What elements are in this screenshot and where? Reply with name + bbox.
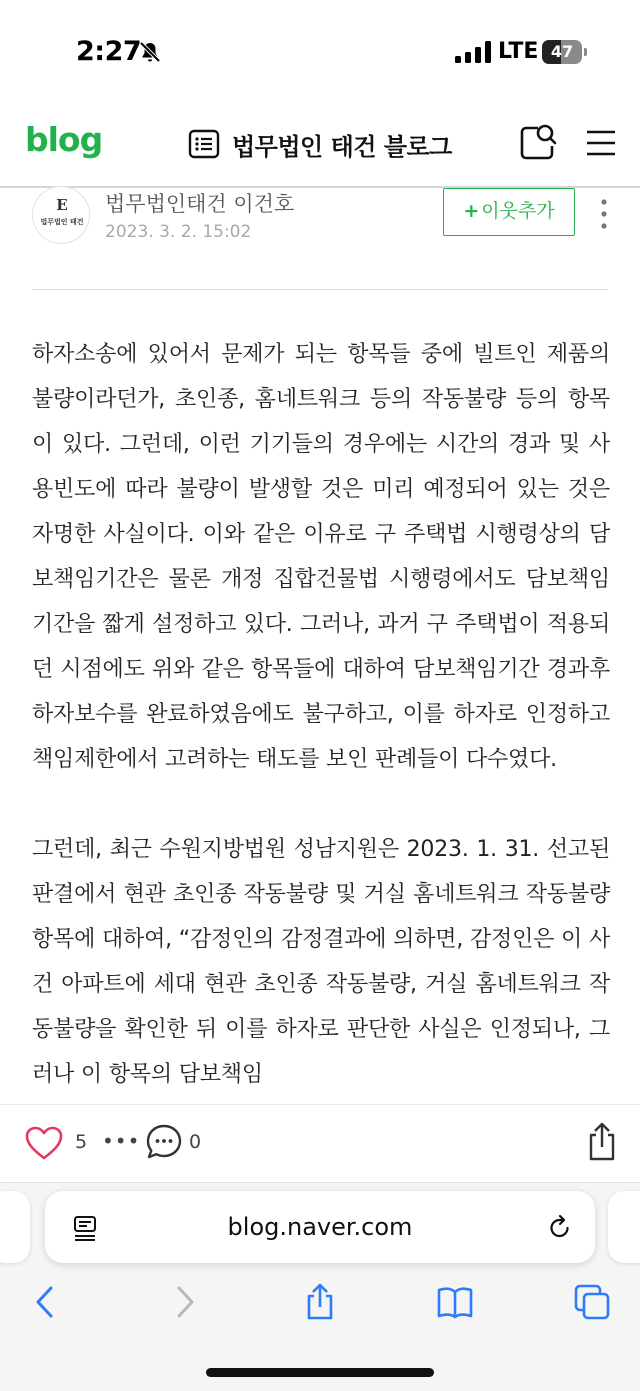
post-list-icon[interactable] xyxy=(188,128,220,160)
browser-toolbar xyxy=(0,1182,640,1391)
blog-logo[interactable]: blog xyxy=(25,120,103,159)
bookmarks-icon[interactable] xyxy=(436,1283,474,1321)
post-body xyxy=(32,332,610,1104)
post-paragraph-2: 그런데, 최근 수원지방법원 성남지원은 2023. 1. 31. 선고된 판결에서 현관 초인종 작동불량 및 거실 홈네트워크 작동불량 항목에 대하여, “감정인의 감정결과에 의하면, 감정인은 이 사건 아파트에 세대 현관 초인종 작동불량, 거실 홈네트워크 작동불량을 확인한 뒤 이를 하자로 판단한 사실은 인정되나, 그러나 이 항목의 담보책임 xyxy=(32,837,610,1087)
comment-icon[interactable] xyxy=(145,1123,183,1161)
author-name[interactable]: 법무법인태건 이건호 xyxy=(105,192,295,216)
avatar-logo-text: 법무법인 태건 xyxy=(40,218,84,226)
bell-muted-icon xyxy=(138,40,162,64)
address-bar[interactable] xyxy=(45,1191,595,1263)
back-icon[interactable] xyxy=(26,1283,64,1321)
post-paragraph-1: 하자소송에 있어서 문제가 되는 항목들 중에 빌트인 제품의 불량이라던가, 초인종, 홈네트워크 등의 작동불량 등의 항목이 있다. 그런데, 이런 기기들의 경우에는 시간의 경과 및 사용빈도에 따라 불량이 발생할 것은 미리 예정되어 있는 것은 자명한 사실이다. 이와 같은 이유로 구 주택법 시행령상의 담보책임기간은 물론 개정 집합건물법 시행령에서도 담보책임기간을 짧게 설정하고 있다. 그러나, 과거 구 주택법이 적용되던 시점에도 위와 같은 항목들에 대하여 담보책임기간 경과후 하자보수를 완료하였음에도 불구하고, 이를 하자로 인정하고 책임제한에서 고려하는 태도를 보인 판례들이 다수였다. xyxy=(32,342,610,772)
avatar[interactable] xyxy=(32,186,90,244)
plus-icon: + xyxy=(463,200,480,222)
url-text[interactable]: blog.naver.com xyxy=(227,1213,413,1241)
post-date: 2023. 3. 2. 15:02 xyxy=(105,222,252,242)
home-indicator xyxy=(206,1368,434,1377)
author-row xyxy=(0,188,640,288)
cell-signal-icon xyxy=(455,41,491,63)
tabs-icon[interactable] xyxy=(573,1283,611,1321)
menu-icon[interactable] xyxy=(584,126,618,160)
battery-icon xyxy=(542,40,586,64)
forward-icon[interactable] xyxy=(166,1283,204,1321)
heart-icon[interactable] xyxy=(24,1125,64,1161)
share-sheet-icon[interactable] xyxy=(301,1283,339,1321)
add-neighbor-label: 이웃추가 xyxy=(481,200,555,222)
comment-count[interactable]: 0 xyxy=(189,1131,202,1153)
share-icon[interactable] xyxy=(586,1121,618,1163)
network-type: LTE xyxy=(498,39,539,64)
status-bar xyxy=(0,0,640,100)
add-neighbor-button[interactable] xyxy=(443,188,575,236)
blog-header xyxy=(0,100,640,188)
status-time: 2:27 xyxy=(76,36,142,67)
avatar-logo-mark: E xyxy=(56,196,68,214)
more-options-icon[interactable] xyxy=(598,198,610,230)
post-action-bar xyxy=(0,1104,640,1182)
battery-percent: 47 xyxy=(550,42,574,61)
previous-tab-preview[interactable] xyxy=(0,1191,30,1263)
likers-more-button[interactable]: ••• xyxy=(102,1129,141,1153)
next-tab-preview[interactable] xyxy=(608,1191,640,1263)
like-count[interactable]: 5 xyxy=(75,1131,88,1153)
reload-icon[interactable] xyxy=(547,1213,573,1241)
header-divider xyxy=(32,289,608,290)
search-icon[interactable] xyxy=(518,122,558,162)
blog-title[interactable]: 법무법인 태건 블로그 xyxy=(232,133,452,161)
